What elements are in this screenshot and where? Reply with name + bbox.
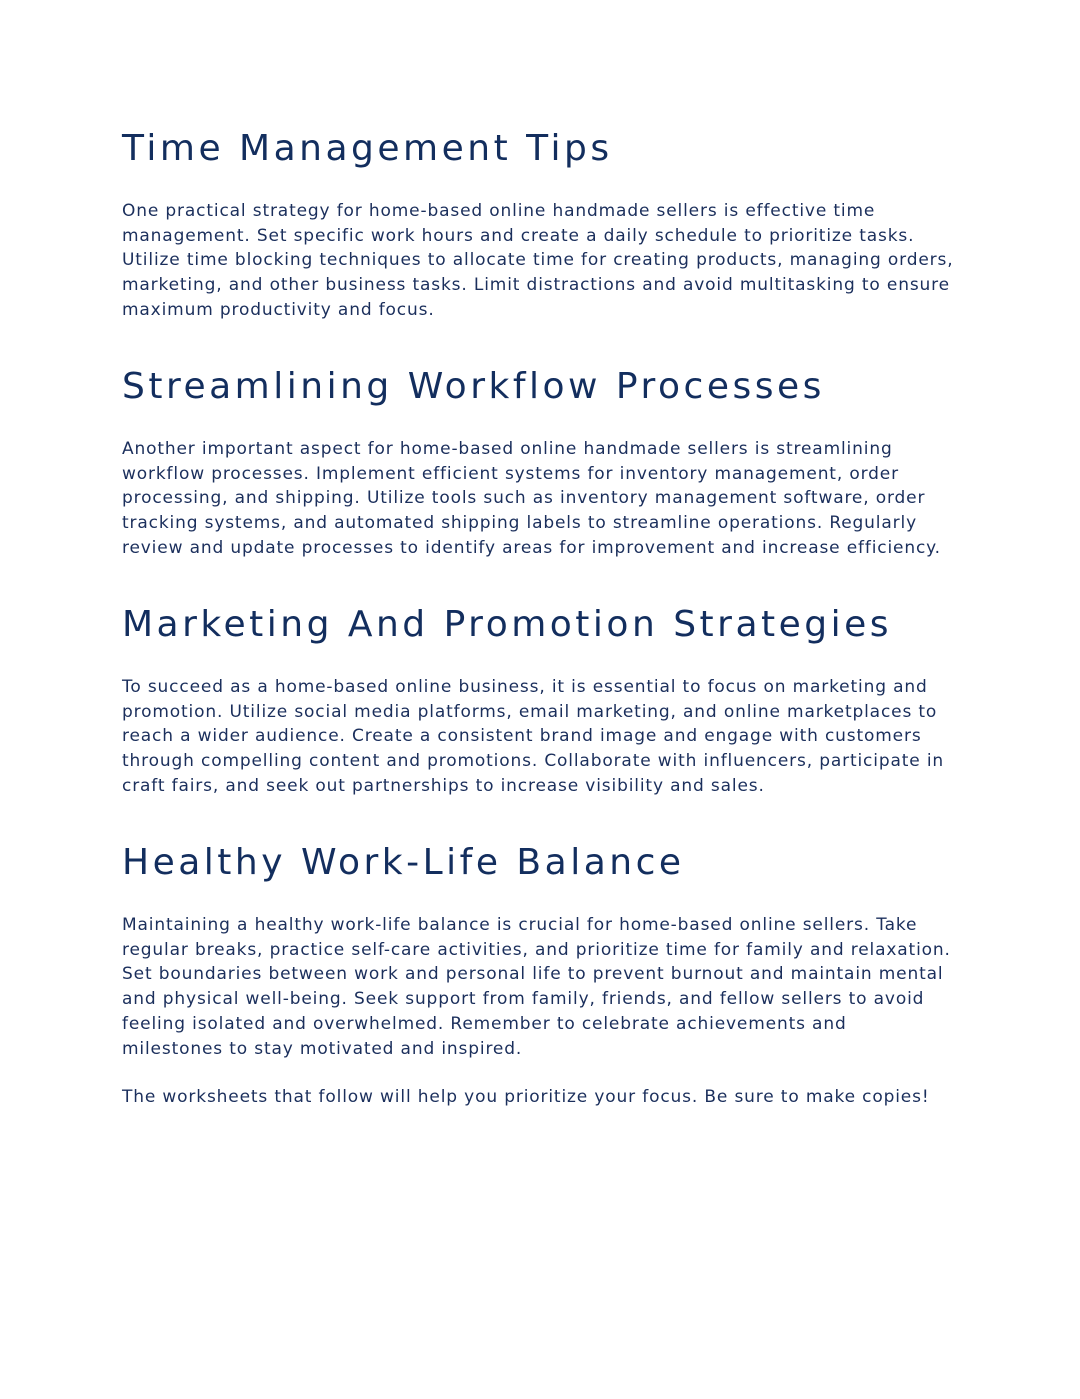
body-line: One practical strategy for home-based online handmade sellers is effective time [122,201,876,221]
closing-line: The worksheets that follow will help you prioritize your focus. Be sure to make copies! [122,1087,930,1107]
body-line: craft fairs, and seek out partnerships to increase visibility and sales. [122,775,765,796]
body-line: review and update processes to identify areas for improvement and increase efficiency. [122,537,941,558]
body-line: maximum productivity and focus. [122,299,435,320]
body-line: promotion. Utilize social media platforms, email marketing, and online marketplaces to [122,701,938,722]
section-body-time-management [122,199,962,323]
body-line: Utilize time blocking techniques to allocate time for creating products, managing orders, [122,250,954,271]
section-heading-work-life-balance: Healthy Work-Life Balance [122,842,685,883]
body-line: tracking systems, and automated shipping labels to streamline operations. Regularly [122,513,917,534]
body-line: and physical well-being. Seek support from family, friends, and fellow sellers to avoid [122,989,925,1010]
body-line: reach a wider audience. Create a consistent brand image and engage with customers [122,726,922,747]
section-heading-marketing: Marketing And Promotion Strategies [122,604,893,645]
body-line: processing, and shipping. Utilize tools such as inventory management software, order [122,488,926,509]
body-line: To succeed as a home-based online business, it is essential to focus on marketing and [122,677,928,697]
body-line: Set boundaries between work and personal life to prevent burnout and maintain mental [122,964,944,985]
section-body-workflow [122,437,962,561]
body-line: feeling isolated and overwhelmed. Remember to celebrate achievements and [122,1013,847,1034]
body-line: regular breaks, practice self-care activities, and prioritize time for family and relaxation. [122,939,951,960]
body-line: Maintaining a healthy work-life balance is crucial for home-based online sellers. Take [122,915,918,935]
body-line: Another important aspect for home-based online handmade sellers is streamlining [122,439,893,459]
closing-note [122,1085,962,1110]
section-heading-workflow: Streamlining Workflow Processes [122,366,825,407]
body-line: milestones to stay motivated and inspired. [122,1038,523,1059]
body-line: management. Set specific work hours and create a daily schedule to prioritize tasks. [122,225,915,246]
section-heading-time-management: Time Management Tips [122,128,613,169]
section-body-work-life-balance [122,913,962,1061]
section-body-marketing [122,675,962,799]
body-line: through compelling content and promotions. Collaborate with influencers, participate in [122,751,945,772]
body-line: workflow processes. Implement efficient systems for inventory management, order [122,463,899,484]
body-line: marketing, and other business tasks. Limit distractions and avoid multitasking to ensure [122,275,950,296]
